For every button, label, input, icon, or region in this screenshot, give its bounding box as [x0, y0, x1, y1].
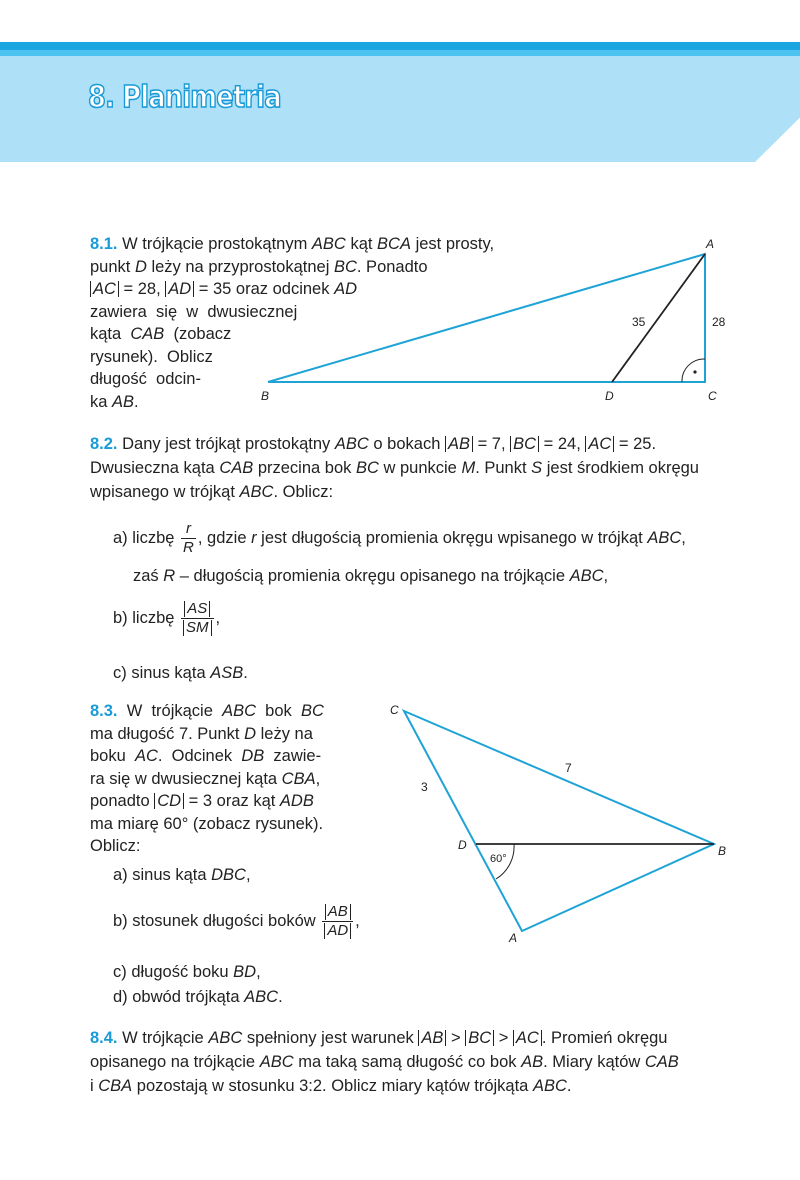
problem-8-3-line-7: Oblicz: — [90, 837, 141, 855]
item-label: c) — [113, 664, 127, 682]
problem-number: 8.3. — [90, 702, 118, 720]
problem-8-1-line-1: 8.1. W trójkącie prostokątnym ABC kąt BCA jest prosty, — [90, 235, 495, 253]
item-label: b) — [113, 608, 128, 627]
problem-8-2-item-b: b) liczbę $\frac{AS}{SM}$ , — [113, 600, 221, 636]
item-text: liczbę — [132, 528, 175, 547]
item-text: liczbę — [132, 608, 175, 627]
problem-8-2-item-a-cont: zaś R – długością promienia okręgu opisanego na trójkącie ABC, — [133, 567, 609, 585]
label-A: A — [706, 237, 715, 251]
problem-8-1-line-2: punkt D leży na przyprostokątnej BC. Ponadto — [90, 257, 428, 276]
problem-8-1-line-7: długość odcin- — [90, 370, 201, 388]
problem-8-3-line-3: boku AC. Odcinek DB zawie- — [90, 747, 322, 765]
problem-8-4-line-2: opisanego na trójkącie ABC ma taką samą długość co bok AB. Miary kątów CAB — [90, 1053, 679, 1071]
chapter-name: Planimetria — [122, 80, 281, 115]
problem-8-3-line-5: ponadto CD = 3 oraz kąt ADB — [90, 792, 314, 810]
label-C: C — [390, 703, 399, 717]
length-AD: 35 — [632, 315, 646, 329]
problem-8-1-line-3: AC = 28, AD = 35 oraz odcinek AD — [90, 278, 550, 301]
problem-8-3-line-2: ma długość 7. Punkt D leży na — [90, 724, 313, 743]
problem-8-4 — [90, 1026, 730, 1098]
fraction-r-over-R: $\frac{r}{R}$ — [183, 520, 194, 556]
length-AC: 28 — [712, 315, 726, 329]
problem-8-3-line-6: ma miarę 60° (zobacz rysunek). — [90, 814, 324, 833]
length-BC: 7 — [565, 761, 572, 775]
problem-8-2 — [90, 432, 730, 504]
problem-8-1-line-8: ka AB. — [90, 392, 139, 411]
angle-ADB: 60° — [490, 853, 507, 865]
problem-8-2-item-a: a) liczbę $\frac{r}{R}$ , gdzie r jest długością promienia okręgu wpisanego w trójkąt ABC, — [113, 520, 686, 556]
label-A: A — [509, 931, 518, 945]
label-C: C — [708, 389, 717, 403]
problem-8-2-line-1: 8.2. Dany jest trójkąt prostokątny ABC o bokach AB = 7, BC = 24, AC = 25. — [90, 435, 657, 453]
problem-number: 8.1. — [90, 235, 118, 253]
label-B: B — [718, 844, 727, 858]
problem-8-1-line-5: kąta CAB (zobacz — [90, 325, 232, 343]
problem-8-3-item-c: c) długość boku BD, — [113, 963, 261, 981]
item-label: a) — [113, 528, 128, 547]
problem-8-1-line-6: rysunek). Oblicz — [90, 347, 213, 366]
label-D: D — [605, 389, 614, 403]
label-D: D — [458, 838, 467, 852]
problem-8-3-item-b: b) stosunek długości boków $\frac{AB}{AD}$ , — [113, 903, 360, 939]
label-B: B — [261, 389, 270, 403]
chapter-number: 8. — [88, 80, 115, 115]
problem-8-1-line-4: zawiera się w dwusiecznej — [90, 302, 298, 321]
problem-8-2-line-3: wpisanego w trójkąt ABC. Oblicz: — [90, 483, 334, 501]
problem-8-3-item-a: a) sinus kąta DBC, — [113, 866, 251, 884]
length-CD: 3 — [421, 780, 428, 794]
problem-8-2-item-c: c) sinus kąta ASB. — [113, 664, 248, 682]
problem-8-3-item-d: d) obwód trójkąta ABC. — [113, 988, 283, 1006]
triangle-8-3 — [404, 711, 714, 931]
problem-8-4-line-1: 8.4. W trójkącie ABC spełniony jest warunek AB > BC > AC . Promień okręgu — [90, 1029, 668, 1047]
fraction-AS-over-SM: $\frac{AS}{SM}$ — [181, 600, 214, 637]
problem-8-2-line-2: Dwusieczna kąta CAB przecina bok BC w punkcie M. Punkt S jest środkiem okręgu — [90, 459, 699, 477]
problem-8-4-line-3: i CBA pozostają w stosunku 3:2. Oblicz miary kątów trójkąta ABC. — [90, 1077, 572, 1095]
problem-8-3-line-1: 8.3. W trójkącie ABC bok BC — [90, 702, 324, 720]
problem-number: 8.4. — [90, 1029, 118, 1047]
fraction-AB-over-AD: $\frac{AB}{AD}$ — [322, 903, 353, 940]
problem-8-3-line-4: ra się w dwusiecznej kąta CBA, — [90, 769, 321, 788]
problem-number: 8.2. — [90, 435, 118, 453]
problem-8-3 — [90, 700, 350, 858]
